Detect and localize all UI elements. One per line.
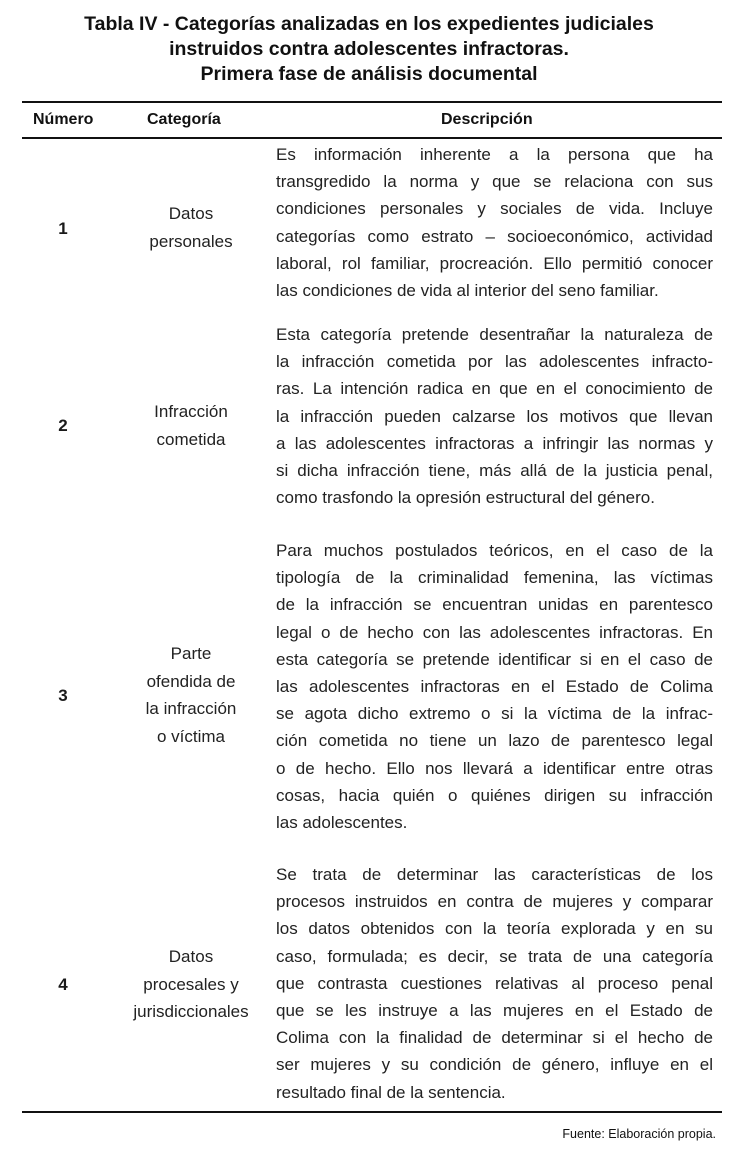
description-line: las adolescentes. [276,813,408,833]
description-line: legal o de hecho con las adolescentes infractoras. En [276,622,713,642]
table-header-rule [22,137,722,139]
description-line: que contrasta cuestiones relativas al proceso penal [276,973,713,993]
description-line: a las adolescentes infractoras a infringir las normas y [276,433,713,453]
row-description [276,537,713,836]
description-line: procesos instruidos en contra de mujeres y comparar [276,892,713,912]
table-title-line-2: instruidos contra adolescentes infractoras. [169,38,569,60]
row-description [276,861,713,1106]
category-line: jurisdiccionales [133,1002,249,1021]
category-line: o víctima [156,726,226,746]
description-line: caso, formulada; es decir, se trata de una categoría [276,946,713,966]
row-description [276,321,713,511]
row-number: 4 [58,975,68,994]
category-line: personales [149,231,233,251]
row-category [112,640,270,750]
row-description [276,141,713,304]
row-number: 1 [58,219,68,238]
description-line: ción cometida no tiene un lazo de parentesco legal [276,731,713,751]
description-line: Es información inherente a la persona que ha [276,145,713,164]
row-category [112,398,270,453]
category-line: cometida [156,429,226,449]
description-line: laboral, rol familiar, procreación. Ello permitió conocer [276,253,713,273]
category-line: Infracción [154,402,228,421]
header-description: Descripción [441,111,533,128]
category-line: la infracción [145,699,237,718]
description-line: esta categoría se pretende identificar si en el caso de [276,649,713,669]
description-line: que se les instruye a las mujeres en el Estado de [276,1001,713,1021]
table-title-line-3: Primera fase de análisis documental [200,63,538,85]
row-number: 3 [58,686,68,705]
description-line: cosas, hacia quién o quiénes dirigen su infracción [276,785,713,805]
category-line: Datos [168,204,214,223]
table-title-line-1: Tabla IV - Categorías analizadas en los expedientes judiciales [84,13,654,35]
description-line: la infracción pueden calzarse los motivos que llevan [276,406,713,426]
description-line: transgredido la norma y que se relaciona con sus [276,172,713,192]
description-line: condiciones personales y sociales de vida. Incluye [276,199,713,219]
row-number: 2 [58,416,68,435]
description-line: ser mujeres y su condición de género, influye en el [276,1055,713,1075]
table-top-rule [22,101,722,103]
description-line: tipología de la criminalidad femenina, las víctimas [276,568,713,588]
header-category: Categoría [147,111,221,128]
description-line: Colima con la finalidad de determinar si el hecho de [276,1028,713,1048]
description-line: Esta categoría pretende desentrañar la naturaleza de [276,325,713,344]
description-line: los datos obtenidos con la teoría explorada y en su [276,919,713,939]
description-line: como trasfondo la opresión estructural del género. [276,488,655,508]
description-line: o de hecho. Ello nos llevará a identificar entre otras [276,758,713,778]
category-line: Datos [168,947,214,966]
category-line: Parte [170,644,212,663]
category-line: procesales y [143,974,239,994]
description-line: de la infracción se encuentran unidas en parentesco [276,595,713,615]
description-line: se agota dicho extremo o si la víctima de la infrac- [276,704,713,724]
description-line: Se trata de determinar las características de los [276,865,713,884]
category-line: ofendida de [146,671,236,691]
description-line: resultado final de la sentencia. [276,1082,506,1102]
description-line: categorías como estrato – socioeconómico, actividad [276,226,713,246]
table-title [0,12,738,87]
description-line: las condiciones de vida al interior del seno familiar. [276,281,659,301]
row-category [112,200,270,255]
description-line: si dicha infracción tiene, más allá de la justicia penal, [276,461,713,481]
header-number: Número [33,111,94,128]
description-line: las adolescentes infractoras en el Estado de Colima [276,677,713,697]
source-note: Fuente: Elaboración propia. [562,1127,716,1141]
description-line: Para muchos postulados teóricos, en el caso de la [276,541,713,560]
table-bottom-rule [22,1111,722,1113]
row-category [112,943,270,1026]
description-line: la infracción cometida por las adolescentes infracto- [276,352,713,372]
description-line: ras. La intención radica en que en el conocimiento de [276,379,713,399]
